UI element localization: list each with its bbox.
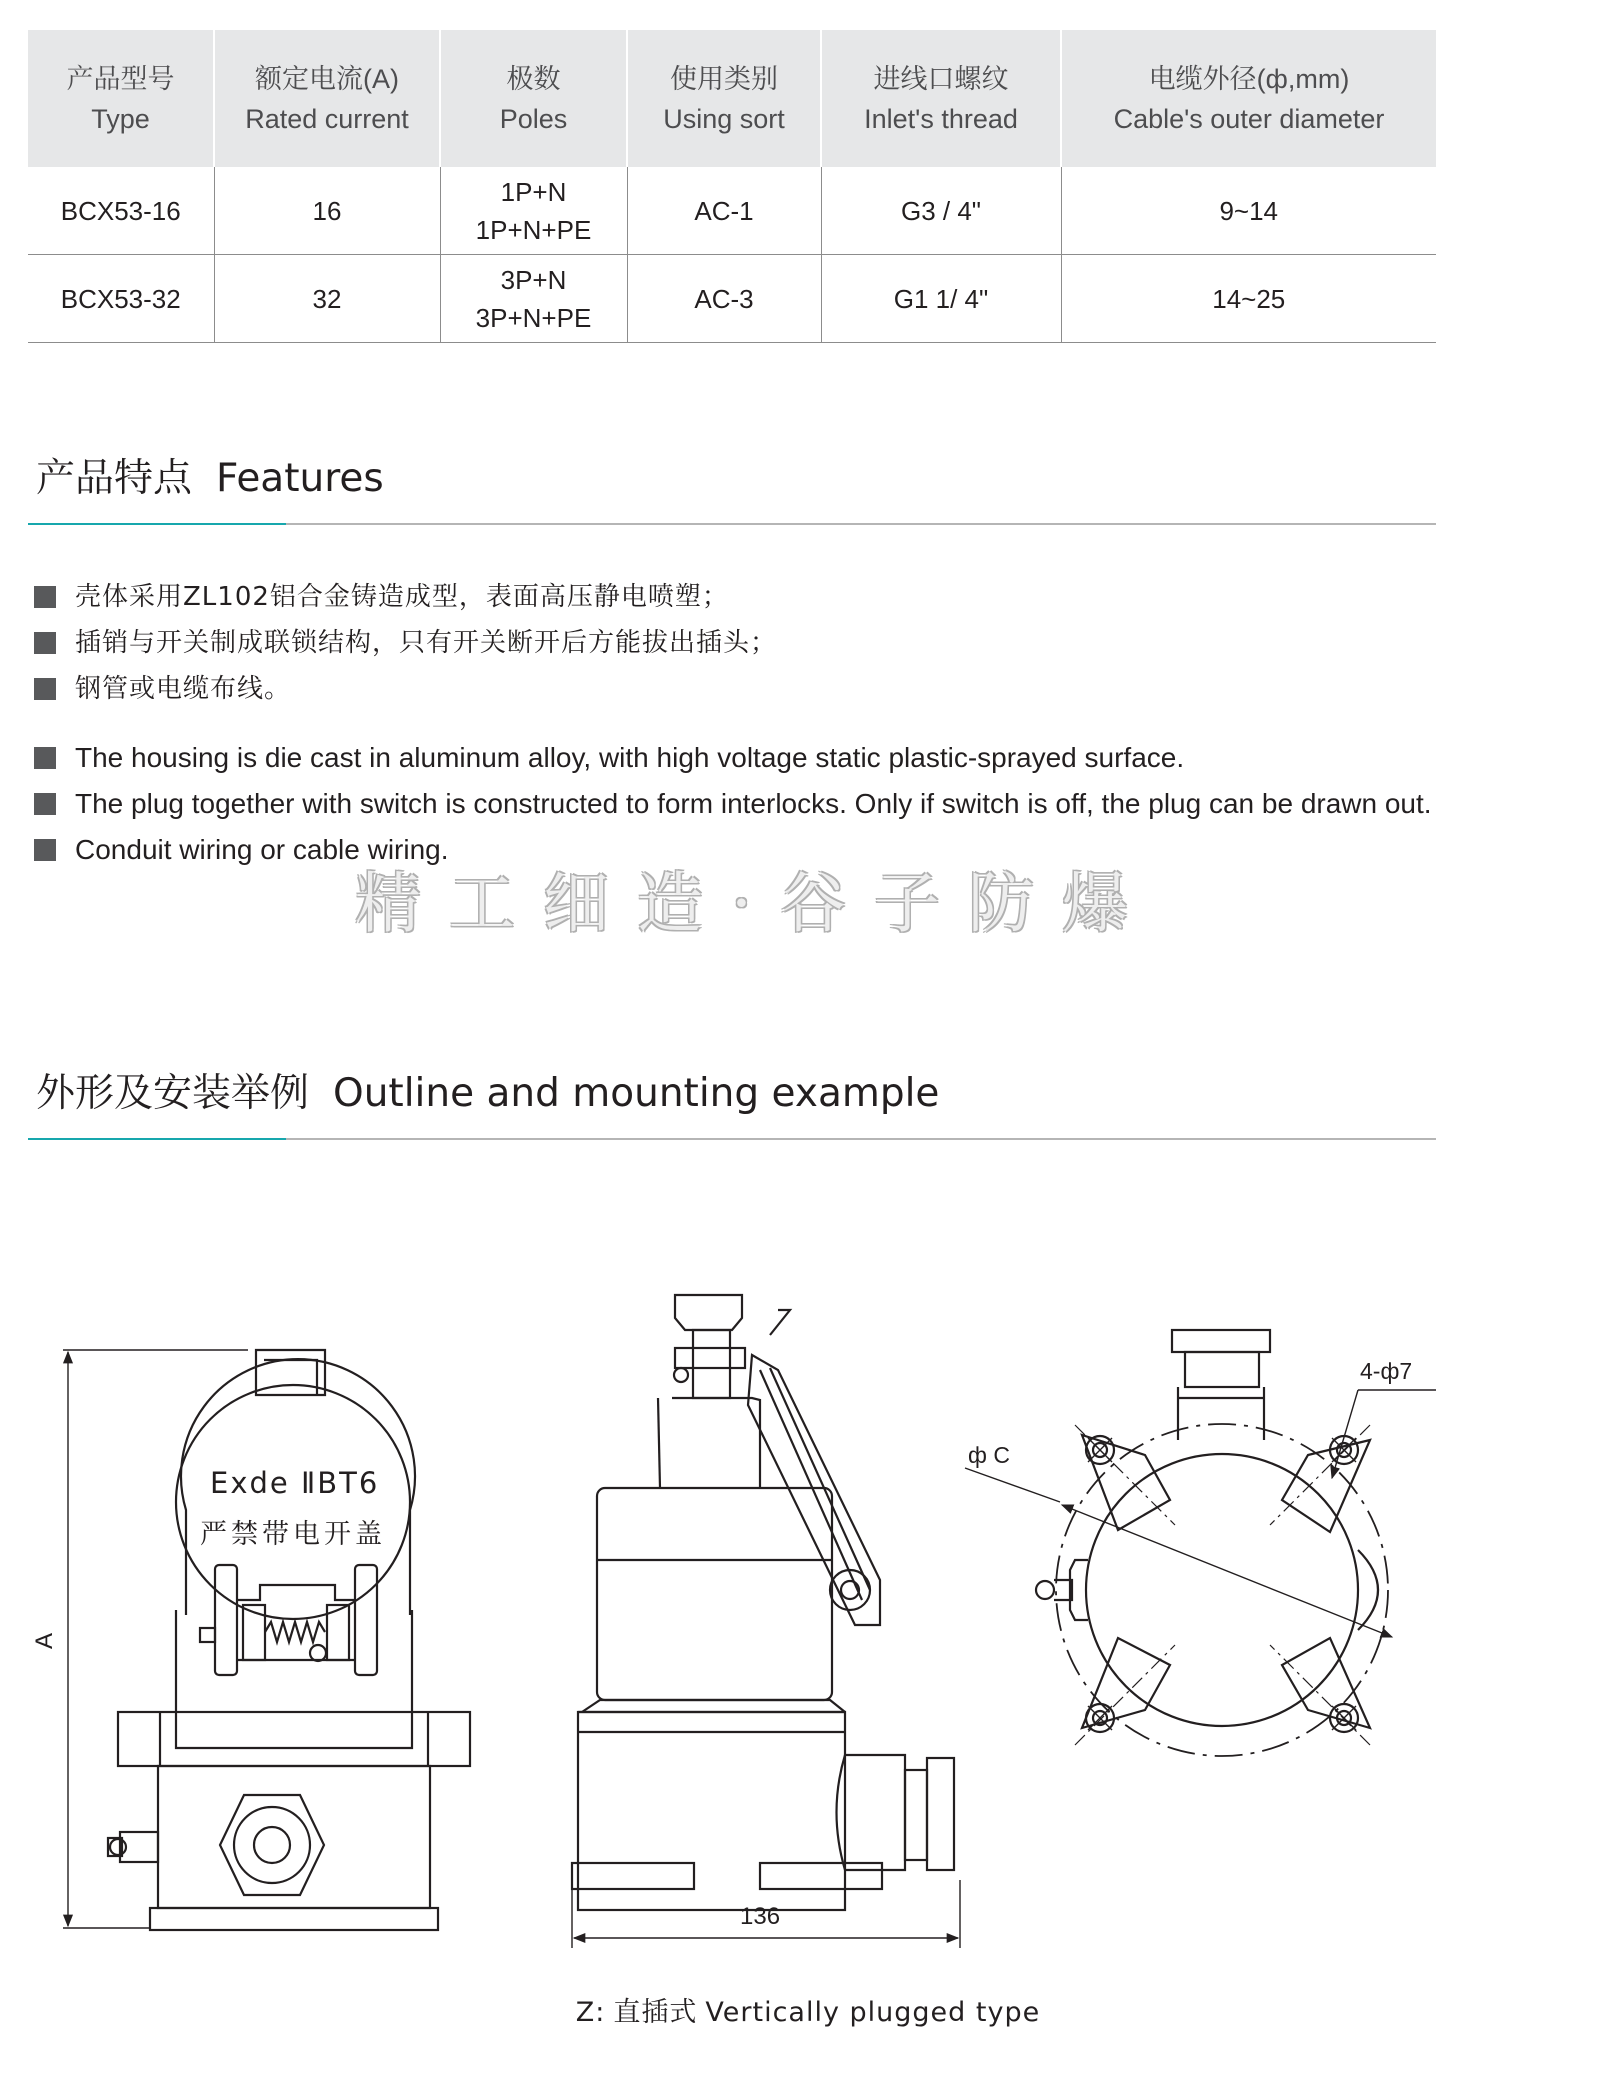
bullet-square-icon [34,586,56,608]
dim-height-label: A [31,1632,59,1650]
list-item: 钢管或电缆布线。 [34,666,777,712]
cell-current: 32 [214,255,440,343]
list-item: 壳体采用ZL102铝合金铸造成型，表面高压静电喷塑； [34,574,777,620]
list-item: Conduit wiring or cable wiring. [34,827,1444,873]
header-current: 额定电流(A) Rated current [214,30,440,167]
header-diameter: 电缆外径(ф,mm) Cable's outer diameter [1061,30,1436,167]
header-thread: 进线口螺纹 Inlet's thread [821,30,1061,167]
table-header-row [28,30,1436,167]
header-type: 产品型号 Type [28,30,214,167]
front-view [63,1350,470,1930]
features-divider [28,523,1436,525]
list-item: The housing is die cast in aluminum alloy, with high voltage static plastic-sprayed surface. [34,735,1444,781]
bullet-square-icon [34,793,56,815]
cell-poles: 3P+N 3P+N+PE [440,255,627,343]
dim-width-label: 136 [740,1903,781,1930]
bullet-square-icon [34,747,56,769]
header-poles: 极数 Poles [440,30,627,167]
side-view [572,1295,960,1948]
cell-type: BCX53-16 [28,167,214,255]
front-label-2: 严禁带电开盖 [200,1519,386,1550]
cell-poles: 1P+N 1P+N+PE [440,167,627,255]
cell-thread: G3 / 4" [821,167,1061,255]
cell-current: 16 [214,167,440,255]
dim-diameter-label: ф C [968,1442,1010,1468]
list-item: The plug together with switch is constructed to form interlocks. Only if switch is off, the plug can be drawn out. [34,781,1444,827]
watermark: 精工细造·谷子防爆 [355,865,1156,942]
cell-thread: G1 1/ 4" [821,255,1061,343]
table-row [28,255,1436,343]
bullet-square-icon [34,632,56,654]
bullet-square-icon [34,678,56,700]
cell-diameter: 9~14 [1061,167,1436,255]
outline-title: 外形及安装举例 Outline and mounting example [36,1071,940,1116]
list-item: 插销与开关制成联锁结构，只有开关断开后方能拔出插头； [34,620,777,666]
outline-drawing [0,1250,1624,2030]
features-list-zh [34,574,777,712]
cell-sort: AC-3 [627,255,821,343]
table-row [28,167,1436,255]
header-sort: 使用类别 Using sort [627,30,821,167]
cell-type: BCX53-32 [28,255,214,343]
front-label-1: Exde ⅡBT6 [210,1466,380,1500]
outline-divider [28,1138,1436,1140]
features-title: 产品特点 Features [36,456,384,501]
figure-caption: Z: 直插式 Vertically plugged type [575,1997,1041,2028]
spec-table [28,30,1436,343]
bullet-square-icon [34,839,56,861]
dim-holes-label: 4-ф7 [1360,1358,1413,1384]
cell-diameter: 14~25 [1061,255,1436,343]
top-view [965,1330,1436,1756]
cell-sort: AC-1 [627,167,821,255]
